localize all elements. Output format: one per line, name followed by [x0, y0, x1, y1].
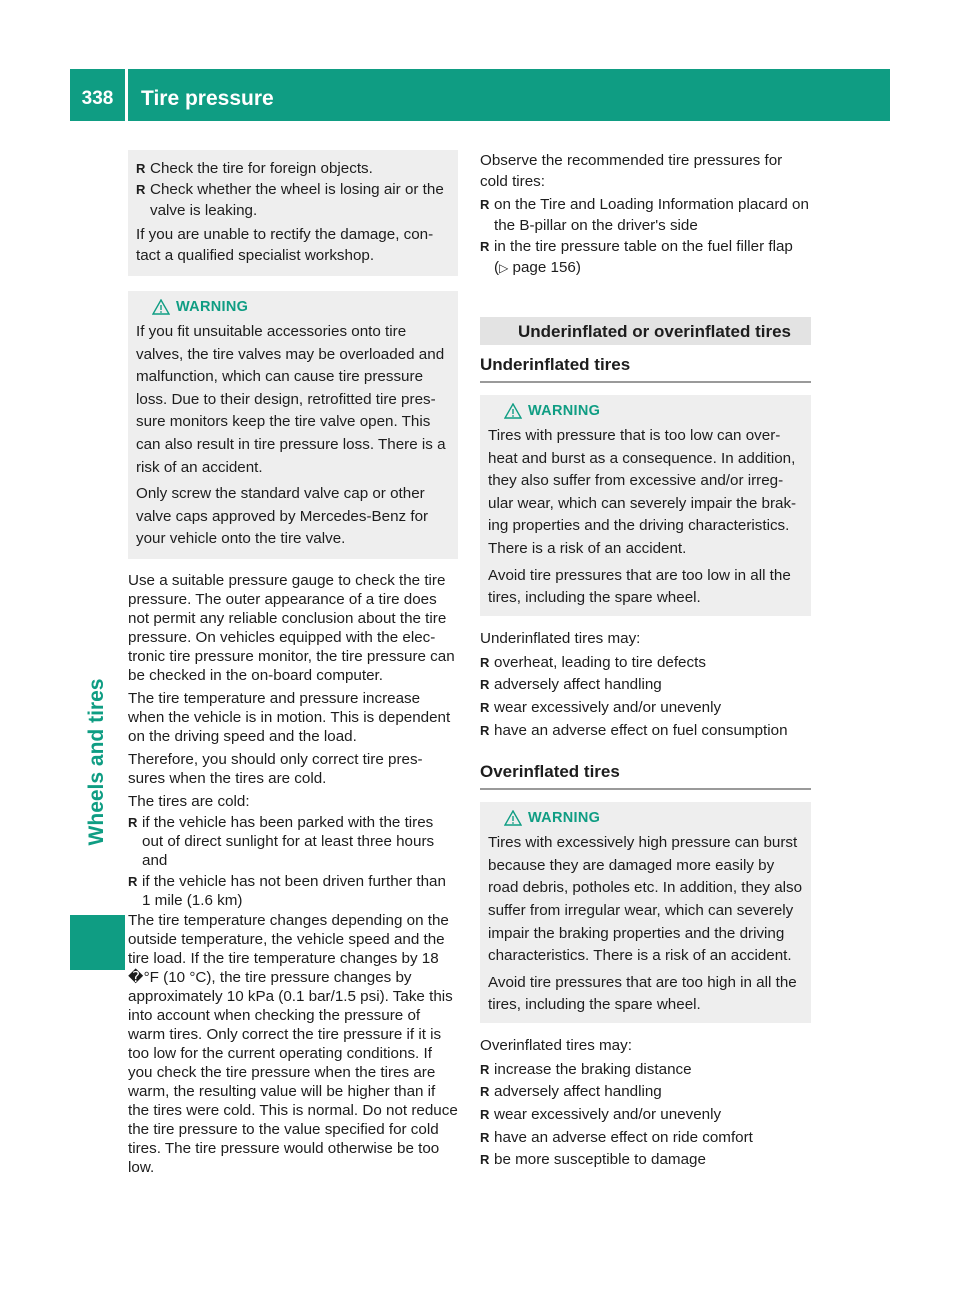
warning-text: Avoid tire pressures that are too low in all the tires, including the spare wheel.: [488, 566, 791, 607]
warning-header: [152, 299, 450, 315]
warning-box: [480, 395, 811, 616]
bullet-icon: R: [480, 654, 490, 670]
section-heading: Underinflated or overinflated tires: [480, 317, 811, 345]
damage-check-list: [136, 158, 450, 221]
overinflated-heading: Overinflated tires: [480, 762, 811, 790]
list-item: R overheat, leading to tire defects: [480, 652, 811, 675]
info-box: [128, 150, 458, 276]
bullet-icon: R: [136, 161, 146, 176]
warning-header: [504, 810, 803, 826]
page-title: Tire pressure: [141, 87, 274, 110]
side-tab-marker: [70, 915, 125, 970]
list-item: R have an adverse effect on fuel consumption: [480, 720, 811, 743]
box-text: If you are unable to rectify the damage, con-tact a qualified specialist workshop.: [136, 226, 434, 264]
paragraph: Underinflated tires may:: [480, 629, 641, 647]
paragraph: The tire temperature changes depending on the outside temperature, the vehicle speed and the tire load. If the tire temperature changes by 18 �°F (10 °C), the tire pressure changes by approximately 10 kPa (0.1 bar/1.5 psi). Take this into account when checking the pressure of warm tires. Only correct the tire pressure if it is too low for the current operating conditions. If you check the tire pressure when the tires are warm, the resulting value will be higher than if the tires were cold. This is normal. Do not reduce the tire pressure to the value specified for cold tires. The tire pressure would otherwise be too low.: [128, 911, 458, 1176]
list-item: R wear excessively and/or unevenly: [480, 697, 811, 720]
page-number: 338: [81, 88, 114, 109]
warning-text: Tires with excessively high pressure can burst because they are damaged more easily by road debris, potholes etc. In addition, they also suffer from irregular wear, which can severely impair the braking properties and the driving characteristics. There is a risk of an accident.: [488, 834, 803, 965]
bullet-icon: R: [128, 814, 138, 830]
list-item: R adversely affect handling: [480, 1081, 811, 1104]
bullet-icon: R: [480, 1061, 490, 1077]
list-item: R on the Tire and Loading Information placard on the B-pillar on the driver's side: [480, 196, 809, 234]
list-item: R if the vehicle has been parked with the tires out of direct sunlight for at least three hours and: [128, 813, 435, 869]
underinflated-heading: Underinflated tires: [480, 355, 811, 383]
overinflated-effects-list: [480, 1059, 811, 1172]
body-text: [128, 571, 458, 1177]
warning-text: If you fit unsuitable accessories onto tire valves, the tire valves may be overloaded and malfunction, which can cause tire pressure loss. Due to their design, retrofitted tire pres-sure monitors keep the tire valve open. This can also result in tire pressure loss. There is a risk of an accident.: [136, 323, 446, 476]
list-item: R wear excessively and/or unevenly: [480, 1104, 811, 1127]
warning-label: WARNING: [528, 403, 601, 419]
warning-text: Avoid tire pressures that are too high in all the tires, including the spare wheel.: [488, 973, 797, 1014]
right-column: [480, 150, 811, 1172]
bullet-icon: R: [480, 1107, 490, 1123]
warning-header: [504, 403, 803, 419]
warning-text: Only screw the standard valve cap or other valve caps approved by Mercedes-Benz for your vehicle onto the tire valve.: [136, 485, 429, 548]
paragraph: Overinflated tires may:: [480, 1036, 632, 1054]
warning-body: [488, 832, 803, 1017]
cold-tires-list: [128, 813, 458, 910]
page-reference-arrow-icon: ▷: [499, 261, 509, 275]
bullet-icon: R: [480, 1152, 490, 1168]
intro-text: Observe the recommended tire pressures for cold tires:: [480, 152, 783, 190]
warning-label: WARNING: [176, 299, 249, 315]
underinflated-effects-list: [480, 652, 811, 742]
warning-triangle-icon: [152, 299, 170, 315]
paragraph: Therefore, you should only correct tire pres-sures when the tires are cold.: [128, 750, 423, 787]
bullet-icon: R: [136, 182, 146, 197]
warning-body: [488, 425, 803, 610]
warning-text: Tires with pressure that is too low can over-heat and burst as a consequence. In addition, they also suffer from excessive and/or irreg-ular wear, which can severely impair the brak-ing properties and the driving characteristics. There is a risk of an accident.: [488, 427, 797, 557]
bullet-icon: R: [480, 239, 490, 254]
page-reference-link[interactable]: page 156: [512, 259, 576, 276]
pressure-source-list: [480, 194, 811, 279]
bullet-icon: R: [480, 699, 490, 715]
side-tab-label: Wheels and tires: [85, 678, 108, 846]
list-item: R adversely affect handling: [480, 674, 811, 697]
warning-box: [480, 802, 811, 1023]
list-item: R be more susceptible to damage: [480, 1149, 811, 1172]
paragraph: The tire temperature and pressure increase when the vehicle is in motion. This is dependent on the driving speed and the load.: [128, 689, 451, 745]
warning-label: WARNING: [528, 810, 601, 827]
bullet-icon: R: [480, 197, 490, 212]
list-item: R Check the tire for foreign objects.: [136, 160, 373, 177]
bullet-icon: R: [128, 873, 138, 889]
list-item: R in the tire pressure table on the fuel filler flap (▷ page 156): [480, 238, 793, 276]
paragraph: The tires are cold:: [128, 792, 250, 810]
bullet-icon: R: [480, 1084, 490, 1100]
warning-triangle-icon: [504, 810, 522, 826]
left-column: [128, 150, 458, 1177]
list-item: R increase the braking distance: [480, 1059, 811, 1082]
header-divider: [125, 69, 128, 121]
list-item: R Check whether the wheel is losing air or the valve is leaking.: [136, 181, 444, 219]
bullet-icon: R: [480, 722, 490, 738]
warning-box: [128, 291, 458, 559]
list-item: R if the vehicle has not been driven further than 1 mile (1.6 km): [128, 872, 446, 909]
list-item: R have an adverse effect on ride comfort: [480, 1127, 811, 1150]
bullet-icon: R: [480, 677, 490, 693]
bullet-icon: R: [480, 1129, 490, 1145]
warning-body: [136, 321, 450, 551]
paragraph: Use a suitable pressure gauge to check the tire pressure. The outer appearance of a tire does not permit any reliable conclusion about the tire pressure. On vehicles equipped with the elec-tronic tire pressure monitor, the tire pressure can be checked in the on-board computer.: [128, 571, 455, 684]
warning-triangle-icon: [504, 403, 522, 419]
